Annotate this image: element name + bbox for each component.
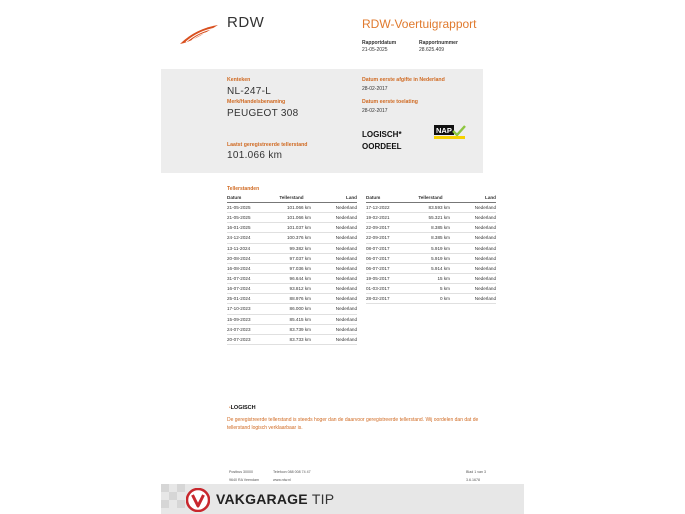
column-header-reading: Tellerstand — [261, 194, 322, 203]
make-label: Merk/Handelsbenaming — [227, 99, 286, 105]
cell-date: 22-09-2017 — [366, 233, 400, 243]
column-header-date: Datum — [227, 194, 261, 203]
table-row — [227, 203, 357, 213]
make-value: PEUGEOT 308 — [227, 108, 299, 119]
odometer-table-left — [227, 194, 357, 345]
note-text: De geregistreerde tellerstand is steeds hoger dan de daarvoor geregistreerde tellerstand. Wij oordelen dan dat de tellerstand logisch verklaarbaar is. — [227, 417, 479, 431]
cell-reading: 101.066 km — [261, 203, 322, 213]
vakgarage-brand: VAKGARAGE — [216, 491, 308, 507]
cell-country: Nederland — [322, 273, 357, 283]
column-header-country: Land — [322, 194, 357, 203]
cell-country: Nederland — [322, 294, 357, 304]
rdw-logo-icon — [178, 22, 220, 46]
plate-value: NL-247-L — [227, 86, 272, 97]
verdict-text — [362, 129, 402, 153]
table-row — [227, 253, 357, 263]
footer-phone: Telefoon 088 008 74 47 — [273, 470, 311, 474]
cell-reading: 8.385 km — [400, 223, 461, 233]
table-row — [227, 334, 357, 344]
odometer-value: 101.066 km — [227, 150, 283, 161]
cell-date: 28-02-2017 — [366, 294, 400, 304]
cell-reading: 99.382 km — [261, 243, 322, 253]
report-title: RDW-Voertuigrapport — [362, 17, 477, 31]
first-admission-label: Datum eerste toelating — [362, 99, 418, 105]
cell-date: 20-08-2024 — [227, 253, 261, 263]
report-date-value: 21-05-2025 — [362, 47, 388, 53]
table-row — [227, 284, 357, 294]
footer-code: 3.6.1678 — [466, 478, 480, 482]
cell-reading: 5.919 km — [400, 243, 461, 253]
footer-web: www.rdw.nl — [273, 478, 291, 482]
cell-reading: 15 km — [400, 273, 461, 283]
cell-reading: 5.919 km — [400, 253, 461, 263]
first-admission-value: 28-02-2017 — [362, 108, 388, 114]
cell-date: 01-03-2017 — [366, 284, 400, 294]
note-title-text: LOGISCH — [230, 405, 256, 411]
note-title — [229, 405, 256, 411]
cell-reading: 86.000 km — [261, 304, 322, 314]
cell-date: 21-05-2025 — [227, 203, 261, 213]
cell-country: Nederland — [461, 223, 496, 233]
banner-decoration-icon — [161, 484, 185, 514]
first-issue-label: Datum eerste afgifte in Nederland — [362, 77, 445, 83]
verdict-line-1: LOGISCH* — [362, 130, 402, 139]
cell-country: Nederland — [461, 203, 496, 213]
nap-logo-text: NAP — [436, 126, 452, 135]
cell-date: 16-08-2024 — [227, 263, 261, 273]
cell-country: Nederland — [461, 233, 496, 243]
cell-country: Nederland — [461, 284, 496, 294]
cell-date: 16-07-2024 — [227, 284, 261, 294]
table-row — [366, 223, 496, 233]
plate-label: Kenteken — [227, 77, 251, 83]
cell-reading: 85.415 km — [261, 314, 322, 324]
table-row — [227, 324, 357, 334]
cell-reading: 0 km — [400, 294, 461, 304]
cell-reading: 100.376 km — [261, 233, 322, 243]
cell-country: Nederland — [461, 294, 496, 304]
cell-date: 22-09-2017 — [366, 223, 400, 233]
report-date-label: Rapportdatum — [362, 40, 397, 46]
table-row — [227, 304, 357, 314]
cell-reading: 97.036 km — [261, 263, 322, 273]
table-header-row — [227, 194, 357, 203]
cell-country: Nederland — [461, 273, 496, 283]
first-issue-value: 28-02-2017 — [362, 86, 388, 92]
footer-page: Blad 1 van 3 — [466, 470, 486, 474]
cell-date: 31-07-2024 — [227, 273, 261, 283]
odometer-section-title: Tellerstanden — [227, 186, 260, 192]
odometer-label: Laatst geregistreerde tellerstand — [227, 142, 308, 148]
cell-date: 08-07-2017 — [366, 243, 400, 253]
cell-reading: 83.733 km — [261, 334, 322, 344]
cell-date: 20-07-2023 — [227, 334, 261, 344]
footer-postbus: Postbus 30000 — [229, 470, 253, 474]
cell-country: Nederland — [322, 314, 357, 324]
cell-reading: 83.593 km — [400, 203, 461, 213]
report-number-value: 28.625.409 — [419, 47, 445, 53]
table-row — [366, 213, 496, 223]
cell-country: Nederland — [461, 213, 496, 223]
cell-reading: 5.914 km — [400, 263, 461, 273]
table-row — [366, 233, 496, 243]
cell-country: Nederland — [461, 243, 496, 253]
vehicle-summary-panel — [161, 69, 483, 173]
column-header-reading: Tellerstand — [400, 194, 461, 203]
table-row — [227, 263, 357, 273]
vakgarage-banner-text — [216, 491, 334, 507]
cell-country: Nederland — [322, 233, 357, 243]
table-row — [227, 243, 357, 253]
table-row — [366, 253, 496, 263]
table-row — [227, 233, 357, 243]
cell-country: Nederland — [322, 243, 357, 253]
vakgarage-logo-icon — [186, 488, 210, 512]
cell-country: Nederland — [322, 263, 357, 273]
table-row — [227, 294, 357, 304]
cell-country: Nederland — [322, 284, 357, 294]
table-header-row — [366, 194, 496, 203]
cell-reading: 93.812 km — [261, 284, 322, 294]
cell-country: Nederland — [322, 203, 357, 213]
cell-date: 06-07-2017 — [366, 263, 400, 273]
cell-date: 21-05-2025 — [227, 213, 261, 223]
cell-country: Nederland — [322, 223, 357, 233]
footer-city: 9640 RA Veendam — [229, 478, 259, 482]
cell-date: 25-01-2024 — [227, 294, 261, 304]
cell-country: Nederland — [322, 324, 357, 334]
cell-date: 19-05-2017 — [366, 273, 400, 283]
cell-reading: 101.066 km — [261, 213, 322, 223]
cell-date: 06-07-2017 — [366, 253, 400, 263]
cell-country: Nederland — [322, 213, 357, 223]
column-header-date: Datum — [366, 194, 400, 203]
vakgarage-tip: TIP — [311, 491, 335, 507]
cell-reading: 55.321 km — [400, 213, 461, 223]
table-row — [227, 273, 357, 283]
column-header-country: Land — [461, 194, 496, 203]
cell-country: Nederland — [322, 304, 357, 314]
cell-country: Nederland — [461, 253, 496, 263]
cell-reading: 83.739 km — [261, 324, 322, 334]
table-row — [366, 273, 496, 283]
cell-reading: 96.644 km — [261, 273, 322, 283]
cell-reading: 5 km — [400, 284, 461, 294]
cell-date: 19-02-2021 — [366, 213, 400, 223]
nap-logo-icon — [434, 125, 466, 139]
cell-country: Nederland — [322, 334, 357, 344]
table-row — [366, 203, 496, 213]
note-star: * — [229, 405, 231, 410]
cell-country: Nederland — [322, 253, 357, 263]
table-row — [366, 294, 496, 304]
table-row — [366, 263, 496, 273]
cell-date: 15-09-2023 — [227, 314, 261, 324]
cell-reading: 97.037 km — [261, 253, 322, 263]
brand-name: RDW — [227, 14, 265, 31]
table-row — [366, 243, 496, 253]
cell-date: 17-12-2022 — [366, 203, 400, 213]
odometer-table-right — [366, 194, 496, 304]
verdict-line-2: OORDEEL — [362, 142, 402, 151]
cell-reading: 8.385 km — [400, 233, 461, 243]
table-row — [227, 314, 357, 324]
cell-country: Nederland — [461, 263, 496, 273]
cell-date: 16-01-2025 — [227, 223, 261, 233]
table-row — [227, 213, 357, 223]
report-number-label: Rapportnummer — [419, 40, 458, 46]
cell-reading: 88.976 km — [261, 294, 322, 304]
cell-reading: 101.037 km — [261, 223, 322, 233]
cell-date: 17-10-2023 — [227, 304, 261, 314]
cell-date: 24-12-2024 — [227, 233, 261, 243]
table-row — [366, 284, 496, 294]
cell-date: 24-07-2023 — [227, 324, 261, 334]
cell-date: 13-11-2024 — [227, 243, 261, 253]
table-row — [227, 223, 357, 233]
